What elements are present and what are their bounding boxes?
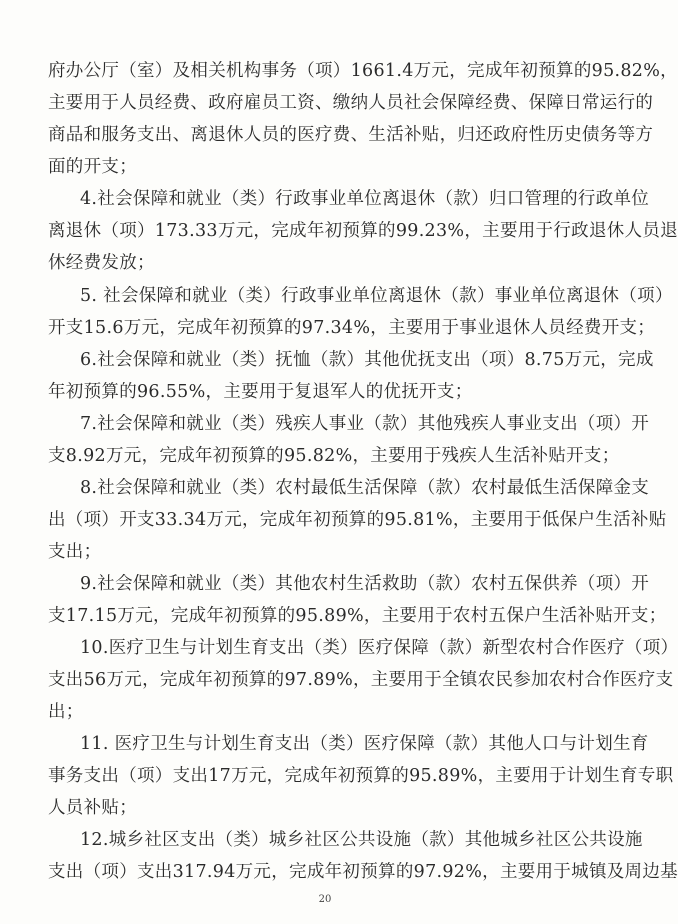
paragraph-3-line-2: 主要用于人员经费、政府雇员工资、缴纳人员社会保障经费、保障日常运行的 <box>48 93 654 113</box>
paragraph-10-line-3: 出； <box>48 702 84 722</box>
paragraph-3-line-1: 府办公厅（室）及相关机构事务（项）1661.4万元，完成年初预算的95.82%， <box>48 61 678 81</box>
paragraph-4-line-3: 休经费发放； <box>48 253 155 273</box>
paragraph-3-line-3: 商品和服务支出、离退休人员的医疗费、生活补贴，归还政府性历史债务等方 <box>48 125 654 145</box>
paragraph-4-line-2: 离退休（项）173.33万元，完成年初预算的99.23%，主要用于行政退休人员退 <box>48 221 678 241</box>
paragraph-6-line-2: 年初预算的96.55%，主要用于复退军人的优抚开支； <box>48 382 473 402</box>
paragraph-9-line-1: 9.社会保障和就业（类）其他农村生活救助（款）农村五保供养（项）开 <box>80 574 650 594</box>
paragraph-11-line-1: 11. 医疗卫生与计划生育支出（类）医疗保障（款）其他人口与计划生育 <box>80 734 649 754</box>
paragraph-12-line-2: 支出（项）支出317.94万元，完成年初预算的97.92%，主要用于城镇及周边基 <box>48 862 678 882</box>
paragraph-11-line-3: 人员补贴； <box>48 798 137 818</box>
paragraph-9-line-2: 支17.15万元，完成年初预算的95.89%，主要用于农村五保户生活补贴开支； <box>48 606 667 626</box>
paragraph-5-line-2: 开支15.6万元，完成年初预算的97.34%，主要用于事业退休人员经费开支； <box>48 318 656 338</box>
paragraph-7-line-2: 支8.92万元，完成年初预算的95.82%，主要用于残疾人生活补贴开支； <box>48 446 620 466</box>
paragraph-5-line-1: 5. 社会保障和就业（类）行政事业单位离退休（款）事业单位离退休（项） <box>80 286 673 306</box>
paragraph-6-line-1: 6.社会保障和就业（类）抚恤（款）其他优抚支出（项）8.75万元，完成 <box>80 350 654 370</box>
paragraph-12-line-1: 12.城乡社区支出（类）城乡社区公共设施（款）其他城乡社区公共设施 <box>80 830 643 850</box>
paragraph-11-line-2: 事务支出（项）支出17万元，完成年初预算的95.89%，主要用于计划生育专职 <box>48 766 674 786</box>
paragraph-8-line-3: 支出； <box>48 542 102 562</box>
page-number: 20 <box>318 894 332 905</box>
paragraph-3-line-4: 面的开支； <box>48 157 137 177</box>
paragraph-10-line-2: 支出56万元，完成年初预算的97.89%，主要用于全镇农民参加农村合作医疗支 <box>48 670 674 690</box>
paragraph-10-line-1: 10.医疗卫生与计划生育支出（类）医疗保障（款）新型农村合作医疗（项） <box>80 638 678 658</box>
paragraph-7-line-1: 7.社会保障和就业（类）残疾人事业（款）其他残疾人事业支出（项）开 <box>80 414 650 434</box>
paragraph-8-line-1: 8.社会保障和就业（类）农村最低生活保障（款）农村最低生活保障金支 <box>80 478 650 498</box>
paragraph-4-line-1: 4.社会保障和就业（类）行政事业单位离退休（款）归口管理的行政单位 <box>80 189 650 209</box>
paragraph-8-line-2: 出（项）开支33.34万元，完成年初预算的95.81%，主要用于低保户生活补贴 <box>48 510 667 530</box>
